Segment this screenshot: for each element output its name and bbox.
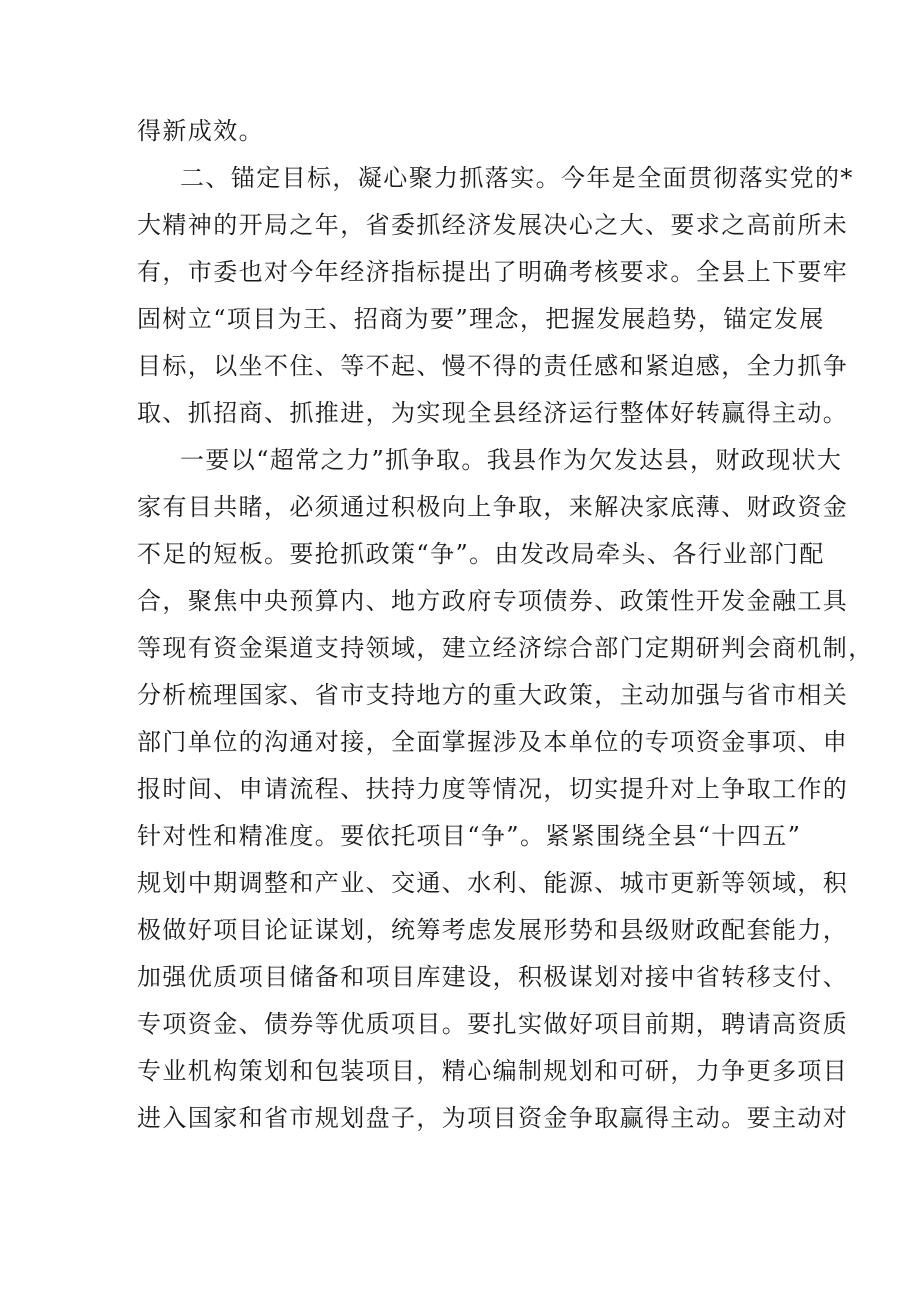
text-line: 合，聚焦中央预算内、地方政府专项债券、政策性开发金融工具 <box>137 587 849 615</box>
text-line: 部门单位的沟通对接，全面掌握涉及本单位的专项资金事项、申 <box>137 728 849 756</box>
text-line: 等现有资金渠道支持领域，建立经济综合部门定期研判会商机制， <box>137 634 874 662</box>
text-line: 分析梳理国家、省市支持地方的重大政策，主动加强与省市相关 <box>137 681 849 709</box>
text-line: 报时间、申请流程、扶持力度等情况，切实提升对上争取工作的 <box>137 775 849 803</box>
text-line: 大精神的开局之年，省委抓经济发展决心之大、要求之高前所未 <box>137 211 849 239</box>
text-line: 家有目共睹，必须通过积极向上争取，来解决家底薄、财政资金 <box>137 493 849 521</box>
text-line: 不足的短板。要抢抓政策“争”。由发改局牵头、各行业部门配 <box>137 540 825 568</box>
text-line: 针对性和精准度。要依托项目“争”。紧紧围绕全县“十四五” <box>137 822 802 850</box>
text-line-paragraph-start: 二、锚定目标，凝心聚力抓落实。今年是全面贯彻落实党的* <box>180 164 854 192</box>
text-line-paragraph-start: 一要以“超常之力”抓争取。我县作为欠发达县，财政现状大 <box>180 446 843 474</box>
document-body <box>137 108 874 1142</box>
text-line: 得新成效。 <box>137 117 264 145</box>
text-line: 取、抓招商、抓推进，为实现全县经济运行整体好转赢得主动。 <box>137 399 849 427</box>
text-line: 专项资金、债券等优质项目。要扎实做好项目前期，聘请高资质 <box>137 1010 849 1038</box>
text-line: 专业机构策划和包装项目，精心编制规划和可研，力争更多项目 <box>137 1057 849 1085</box>
text-line: 目标，以坐不住、等不起、慢不得的责任感和紧迫感，全力抓争 <box>137 352 849 380</box>
text-line: 加强优质项目储备和项目库建设，积极谋划对接中省转移支付、 <box>137 963 849 991</box>
text-line: 有，市委也对今年经济指标提出了明确考核要求。全县上下要牢 <box>137 258 849 286</box>
text-line: 极做好项目论证谋划，统筹考虑发展形势和县级财政配套能力， <box>137 916 849 944</box>
text-line: 固树立“项目为王、招商为要”理念，把握发展趋势，锚定发展 <box>137 305 825 333</box>
text-line: 进入国家和省市规划盘子，为项目资金争取赢得主动。要主动对 <box>137 1104 849 1132</box>
text-line: 规划中期调整和产业、交通、水利、能源、城市更新等领域，积 <box>137 869 849 897</box>
